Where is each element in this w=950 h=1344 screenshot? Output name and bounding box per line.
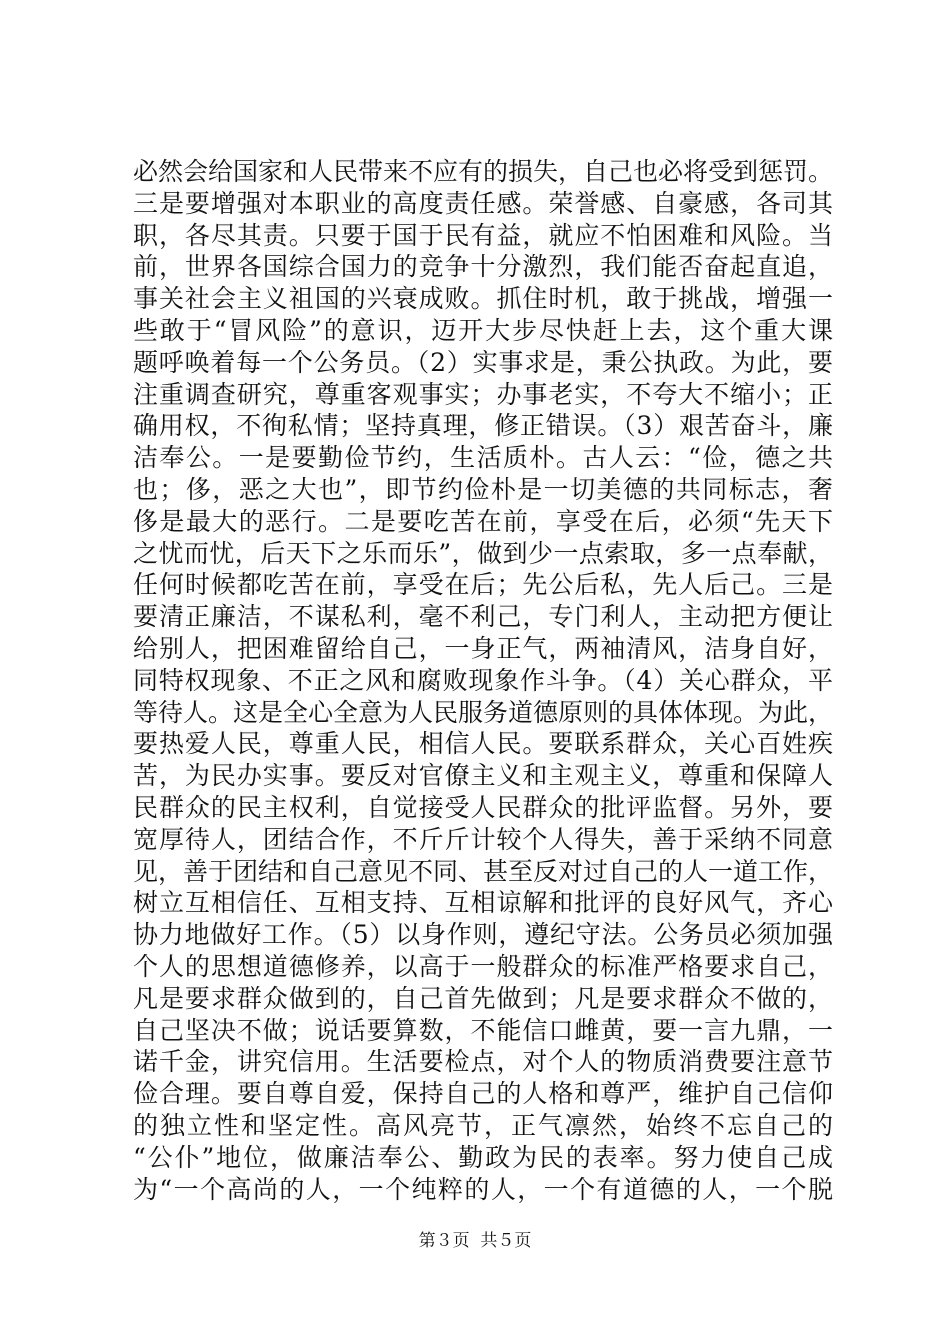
text-line: 三是要增强对本职业的高度责任感。荣誉感、自豪感，各司其	[133, 188, 833, 218]
text-line: 任何时候都吃苦在前，享受在后；先公后私，先人后己。三是	[133, 570, 833, 600]
text-line: 洁奉公。一是要勤俭节约，生活质朴。古人云：“俭，德之共	[133, 443, 833, 473]
text-line: 前，世界各国综合国力的竞争十分激烈，我们能否奋起直追，	[133, 252, 833, 282]
text-line: “公仆”地位，做廉洁奉公、勤政为民的表率。努力使自己成	[133, 1142, 833, 1172]
text-line: 题呼唤着每一个公务员。（2）实事求是，秉公执政。为此，要	[133, 347, 833, 377]
text-line: 民群众的民主权利，自觉接受人民群众的批评监督。另外，要	[133, 792, 833, 822]
text-line: 为“一个高尚的人，一个纯粹的人，一个有道德的人，一个脱	[133, 1174, 833, 1204]
text-line: 协力地做好工作。（5）以身作则，遵纪守法。公务员必须加强	[133, 920, 833, 950]
text-line: 事关社会主义祖国的兴衰成败。抓住时机，敢于挑战，增强一	[133, 284, 833, 314]
text-line: 侈是最大的恶行。二是要吃苦在前，享受在后，必须“先天下	[133, 506, 833, 536]
text-line: 也；侈，恶之大也”，即节约俭朴是一切美德的共同标志，奢	[133, 474, 833, 504]
text-line: 个人的思想道德修养，以高于一般群众的标准严格要求自己，	[133, 951, 833, 981]
text-line: 的独立性和坚定性。高风亮节，正气凛然，始终不忘自己的	[133, 1110, 833, 1140]
text-line: 树立互相信任、互相支持、互相谅解和批评的良好风气，齐心	[133, 888, 833, 918]
page-footer: 第３页 共５页	[418, 1231, 532, 1251]
text-line: 凡是要求群众做到的，自己首先做到；凡是要求群众不做的，	[133, 983, 833, 1013]
text-line: 确用权，不徇私情；坚持真理，修正错误。（3）艰苦奋斗，廉	[133, 411, 833, 441]
text-line: 要热爱人民，尊重人民，相信人民。要联系群众，关心百姓疾	[133, 729, 833, 759]
text-line: 注重调查研究，尊重客观事实；办事老实，不夸大不缩小；正	[133, 379, 833, 409]
text-line: 等待人。这是全心全意为人民服务道德原则的具体体现。为此，	[133, 697, 834, 727]
text-line: 同特权现象、不正之风和腐败现象作斗争。（4）关心群众，平	[133, 665, 833, 695]
text-line: 见，善于团结和自己意见不同、甚至反对过自己的人一道工作，	[133, 856, 834, 886]
text-line: 要清正廉洁，不谋私利，毫不利己，专门利人，主动把方便让	[133, 602, 833, 632]
text-line: 俭合理。要自尊自爱，保持自己的人格和尊严，维护自己信仰	[133, 1079, 833, 1109]
text-line: 些敢于“冒风险”的意识，迈开大步尽快赶上去，这个重大课	[133, 315, 833, 345]
text-line: 之忧而忧，后天下之乐而乐”，做到少一点索取，多一点奉献，	[133, 538, 833, 568]
text-line: 自己坚决不做；说话要算数，不能信口雌黄，要一言九鼎，一	[133, 1015, 833, 1045]
body-text	[133, 156, 833, 1205]
text-line: 苦，为民办实事。要反对官僚主义和主观主义，尊重和保障人	[133, 761, 833, 791]
text-line: 职，各尽其责。只要于国于民有益，就应不怕困难和风险。当	[133, 220, 833, 250]
text-line: 诺千金，讲究信用。生活要检点，对个人的物质消费要注意节	[133, 1047, 833, 1077]
text-line: 必然会给国家和人民带来不应有的损失，自己也必将受到惩罚。	[133, 157, 834, 186]
text-line: 宽厚待人，团结合作，不斤斤计较个人得失，善于采纳不同意	[133, 824, 833, 854]
text-line: 给别人，把困难留给自己，一身正气，两袖清风，洁身自好，	[133, 633, 833, 663]
